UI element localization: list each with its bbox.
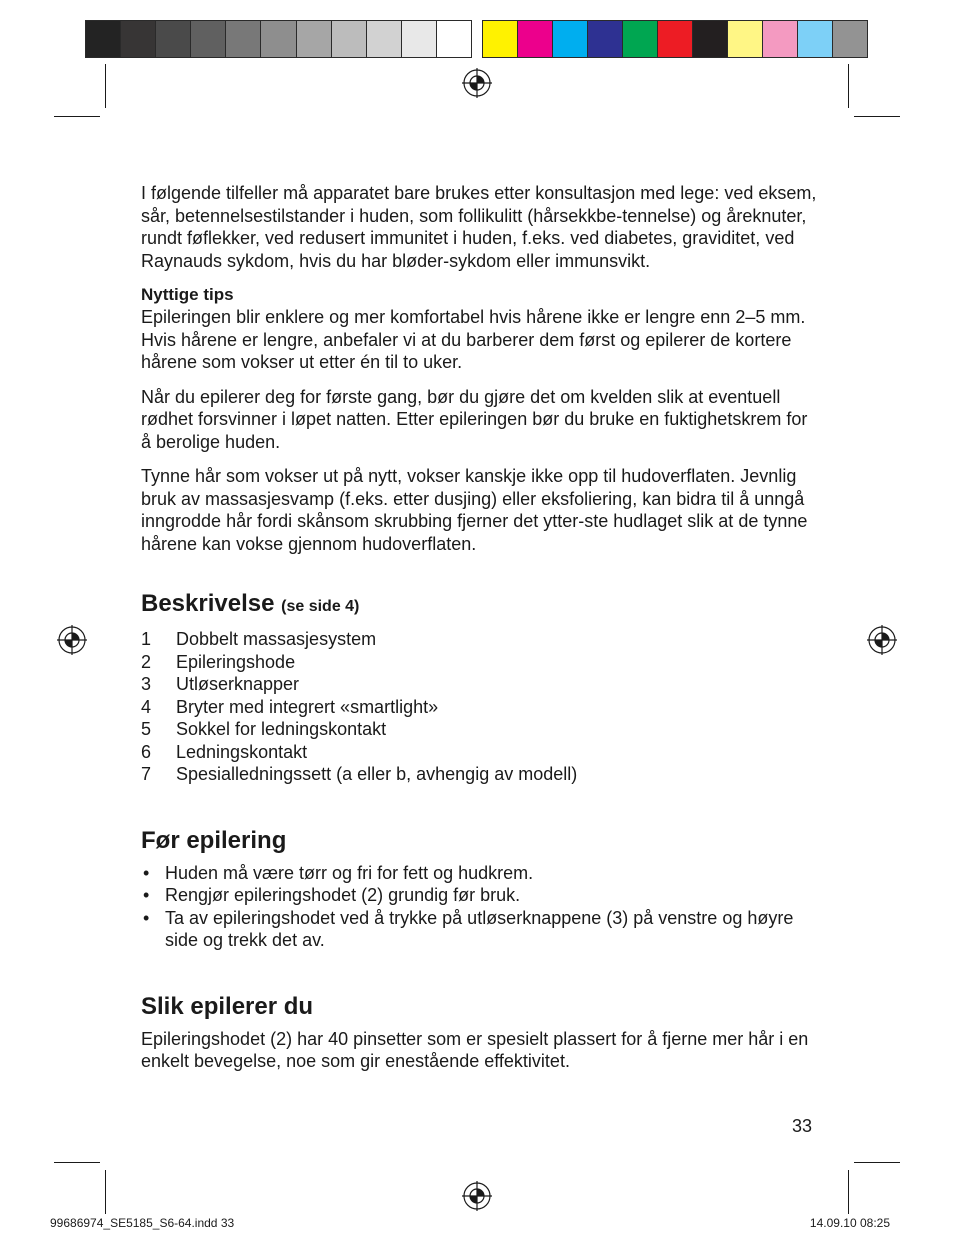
color-swatch (437, 21, 471, 57)
crop-mark (854, 116, 900, 117)
color-calibration-bar (482, 20, 868, 58)
tips-heading: Nyttige tips (141, 285, 234, 304)
crop-mark (848, 1170, 849, 1214)
color-swatch (86, 21, 121, 57)
registration-mark-icon (462, 1181, 492, 1211)
tips-paragraph: Epileringen blir enklere og mer komfortabel hvis hårene ikke er lengre enn 2–5 mm. Hvis hårene er lengre, anbefaler vi at du barberer dem først og epilerer de kortere hårene som vokser ut etter én til to uker. (141, 307, 806, 372)
description-title: Beskrivelse (141, 590, 275, 617)
page-number: 33 (791, 1116, 812, 1136)
parts-list (141, 628, 821, 786)
color-swatch (798, 21, 833, 57)
how-to-paragraph: Epileringshodet (2) har 40 pinsetter som er spesielt plassert for å fjerne mer hår i en enkelt bevegelse, noe som gir enestående effektivitet. (141, 1028, 809, 1071)
list-item: • Ta av epileringshodet ved å trykke på utløserknappene (3) på venstre og høyre side og trekk det av. (143, 907, 794, 950)
list-item: 3 Utløserknapper (141, 674, 300, 694)
color-swatch (121, 21, 156, 57)
color-swatch (728, 21, 763, 57)
color-swatch (693, 21, 728, 57)
bullet-icon: • (143, 907, 150, 928)
crop-mark (105, 64, 106, 108)
list-item: 2 Epileringshode (141, 651, 296, 672)
description-page-ref: (se side 4) (281, 598, 360, 615)
color-swatch (483, 21, 518, 57)
grayscale-calibration-bar (85, 20, 472, 58)
crop-mark (854, 1162, 900, 1163)
crop-mark (105, 1170, 106, 1214)
page-content (141, 182, 821, 1085)
description-heading (141, 589, 821, 622)
tips-paragraph: Tynne hår som vokser ut på nytt, vokser kanskje ikke opp til hudoverflaten. Jevnlig bruk av massasjesvamp (f.eks. etter dusjing) eller eksfoliering, kan bidra til å unngå inngrodde hår fordi skånsom skrubbing fjerner det ytter-ste hudlaget slik at de tynne hårene kan vokse gjennom hudoverflaten. (141, 466, 808, 554)
list-item: 4 Bryter med integrert «smartlight» (141, 696, 439, 717)
color-swatch (191, 21, 226, 57)
intro-paragraph: I følgende tilfeller må apparatet bare brukes etter konsultasjon med lege: ved eksem, sår, betennelsestilstander i huden, som follikulitt (hårsekkbe-tennelse) og åreknuter, rundt føflekker, ved redusert immunitet i huden, f.eks. ved diabetes, graviditet, ved Raynauds sykdom, hvis du har bløder-sykdom eller immunsvikt. (141, 183, 817, 271)
how-to-heading: Slik epilerer du (141, 992, 314, 1020)
color-swatch (763, 21, 798, 57)
list-item: 7 Spesialledningssett (a eller b, avhengig av modell) (141, 764, 578, 784)
list-item: • Huden må være tørr og fri for fett og hudkrem. (143, 862, 534, 883)
list-item: 5 Sokkel for ledningskontakt (141, 719, 387, 739)
crop-mark (54, 116, 100, 117)
color-swatch (588, 21, 623, 57)
crop-mark (848, 64, 849, 108)
slug-filename: 99686974_SE5185_S6-64.indd 33 (50, 1216, 235, 1230)
color-swatch (226, 21, 261, 57)
color-swatch (402, 21, 437, 57)
registration-mark-icon (867, 625, 897, 655)
color-swatch (553, 21, 588, 57)
color-swatch (367, 21, 402, 57)
color-swatch (658, 21, 693, 57)
bullet-icon: • (143, 885, 150, 905)
crop-mark (54, 1162, 100, 1163)
color-swatch (332, 21, 367, 57)
color-swatch (297, 21, 332, 57)
tips-paragraph: Når du epilerer deg for første gang, bør du gjøre det om kvelden slik at eventuell rødhet forsvinner i løpet natten. Etter epileringen bør du bruke en fuktighetskrem for å berolige huden. (141, 386, 808, 452)
registration-mark-icon (57, 625, 87, 655)
slug-timestamp: 14.09.10 08:25 (809, 1216, 890, 1230)
before-epilation-list (141, 862, 821, 952)
before-epilation-heading: Før epilering (141, 826, 287, 854)
list-item: • Rengjør epileringshodet (2) grundig før bruk. (143, 885, 521, 905)
color-swatch (833, 21, 867, 57)
color-swatch (261, 21, 296, 57)
bullet-icon: • (143, 862, 150, 883)
list-item: 6 Ledningskontakt (141, 741, 308, 762)
color-swatch (156, 21, 191, 57)
color-swatch (518, 21, 553, 57)
registration-mark-icon (462, 68, 492, 98)
color-swatch (623, 21, 658, 57)
list-item: 1 Dobbelt massasjesystem (141, 629, 377, 649)
